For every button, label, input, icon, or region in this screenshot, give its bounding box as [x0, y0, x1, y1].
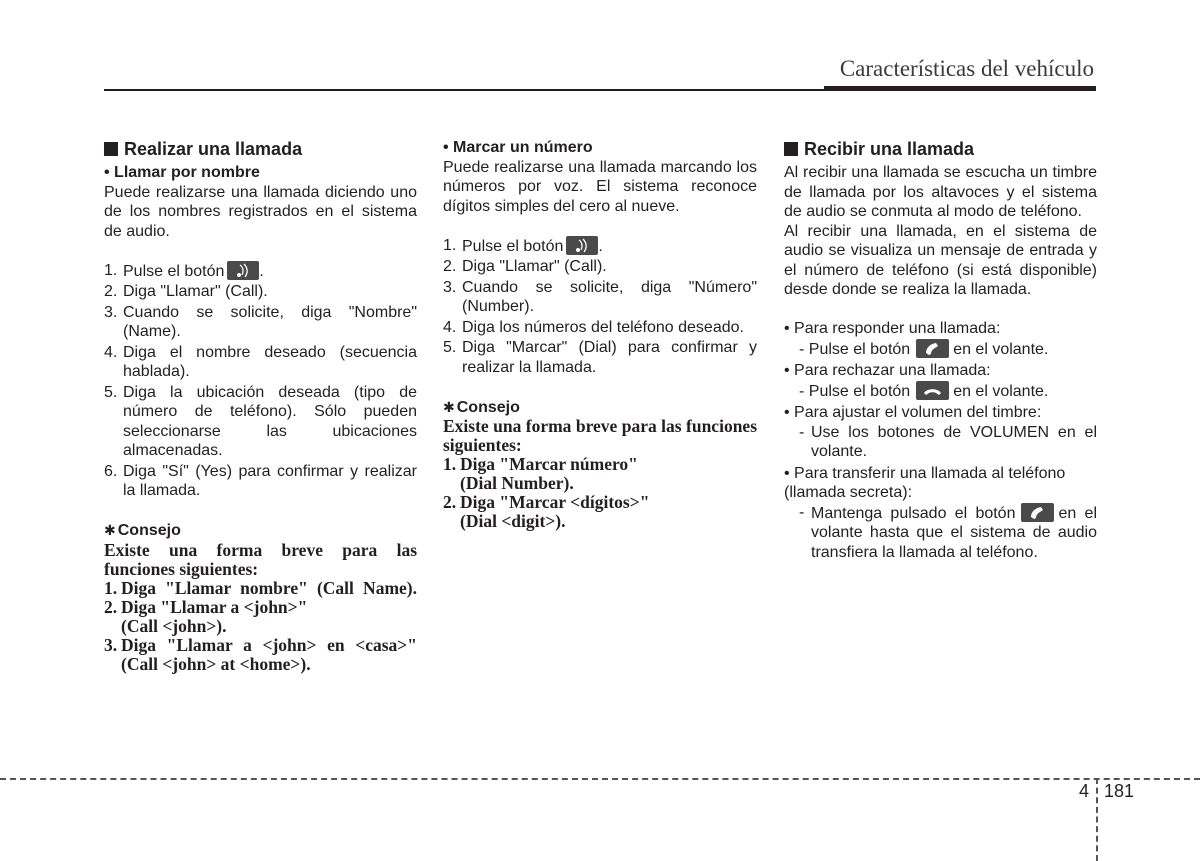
tip-intro: Existe una forma breve para las funciones siguientes:: [104, 539, 417, 579]
header-rule-accent: [824, 86, 1096, 91]
footer-rule: [0, 778, 1200, 780]
step-text: Diga "Llamar" (Call).: [462, 258, 607, 275]
dash-text-end: en el volante.: [953, 340, 1049, 358]
bullet-reject: [784, 361, 1097, 381]
tip-text: Diga "Marcar número": [460, 454, 638, 474]
tip-item: [104, 579, 417, 598]
step-number: 5.: [104, 383, 118, 401]
intro-paragraph: Puede realizarse una llamada marcando los números por voz. El sistema reconoce dígitos simples del cero al nueve.: [443, 158, 757, 215]
tip-body: [443, 417, 757, 531]
step-number: 2.: [104, 283, 118, 300]
steps-list: [443, 236, 757, 378]
dash-text-end: en el volante hasta que el sistema de audio transfiera la llamada al teléfono.: [811, 504, 1097, 561]
tip-number: 1.: [443, 454, 457, 474]
answer-call-icon: [1021, 503, 1054, 522]
step-item: [443, 236, 757, 257]
dash-answer: [784, 339, 1097, 360]
footer-divider: [1096, 778, 1098, 861]
tip-title-text: Consejo: [117, 522, 181, 539]
subtitle-call-by-name: • Llamar por nombre: [104, 164, 260, 181]
square-bullet-icon: [784, 142, 798, 156]
step-number: 2.: [443, 258, 457, 275]
step-number: 3.: [104, 303, 118, 321]
bullet-transfer: [784, 464, 1097, 503]
step-text: Diga "Marcar" (Dial) para confirmar y realizar la llamada.: [462, 339, 757, 376]
bullet-volume: [784, 403, 1097, 423]
tip-item: [443, 493, 757, 512]
step-item: [104, 343, 417, 382]
chapter-number: 4: [1079, 781, 1090, 801]
dash-reject: [784, 381, 1097, 402]
tip-title-text: Consejo: [456, 398, 520, 416]
tip-intro: Existe una forma breve para las funciones siguientes:: [443, 416, 757, 455]
end-call-icon: [916, 381, 949, 400]
intro-paragraph: Puede realizarse una llamada diciendo uno de los nombres registrados en el sistema de audio.: [104, 183, 417, 240]
voice-button-icon: [566, 236, 598, 255]
step-text: Diga "Sí" (Yes) para confirmar y realizar la llamada.: [123, 462, 417, 499]
step-number: 6.: [104, 462, 118, 480]
column-1: [104, 138, 417, 674]
step-number: 3.: [443, 278, 457, 296]
section-title-text: Recibir una llamada: [804, 139, 975, 159]
step-item: [443, 257, 757, 277]
tip-item: [104, 636, 417, 655]
square-bullet-icon: [104, 142, 118, 156]
step-item: [104, 261, 417, 282]
voice-button-icon: [227, 261, 259, 280]
step-item: [104, 282, 417, 302]
tip-text: Diga "Llamar a <john> en <casa>": [121, 634, 417, 655]
step-item: [104, 303, 417, 342]
header-title: Características del vehículo: [839, 56, 1094, 81]
tip-title: [104, 521, 417, 541]
steps-list: [104, 261, 417, 501]
dash-text: Mantenga pulsado el botón: [811, 504, 1016, 522]
tip-body: [104, 541, 417, 674]
step-text-end: .: [598, 237, 603, 255]
tip-text: Diga "Llamar nombre" (Call Name).: [121, 577, 417, 598]
dash-text: - Pulse el botón: [799, 382, 911, 400]
step-item: [104, 462, 417, 501]
asterisk-icon: ✱: [443, 398, 455, 415]
dash-text-end: en el volante.: [953, 382, 1049, 400]
tip-item: [104, 598, 417, 617]
step-text-end: .: [259, 262, 264, 280]
section-title-receive-call: [784, 138, 1097, 160]
step-text: Cuando se solicite, diga "Número" (Number).: [462, 278, 757, 315]
bullet-text: • Para ajustar el volumen del timbre:: [784, 404, 1042, 421]
step-item: [443, 278, 757, 317]
step-text: Diga la ubicación deseada (tipo de número de teléfono). Sólo pueden seleccionarse las ubicaciones almacenadas.: [123, 383, 417, 459]
section-title-text: Realizar una llamada: [124, 139, 303, 159]
step-text: Diga "Llamar" (Call).: [123, 283, 268, 300]
tip-number: 2.: [104, 596, 118, 617]
bullet-text: • Para transferir una llamada al teléfono (llamada secreta):: [784, 464, 1066, 501]
dash-text: - Pulse el botón: [799, 340, 911, 358]
column-3: [784, 138, 1097, 562]
answer-call-icon: [916, 339, 949, 358]
tip-item: [443, 455, 757, 474]
dash-text: Use los botones de VOLUMEN en el volante.: [811, 423, 1097, 460]
tip-text: Diga "Llamar a <john>": [121, 596, 308, 617]
step-item: [443, 318, 757, 338]
page-number: 181: [1104, 781, 1135, 801]
bullet-answer: [784, 319, 1097, 339]
paragraph-ring: Al recibir una llamada se escucha un timbre de llamada por los altavoces y el sistema de audio se conmuta al modo de teléfono.: [784, 164, 1097, 220]
step-item: [443, 338, 757, 377]
step-number: 1.: [443, 236, 457, 254]
step-text: Diga los números del teléfono deseado.: [462, 318, 744, 336]
tip-number: 1.: [104, 577, 118, 598]
subtitle-dial-number: • Marcar un número: [443, 139, 593, 156]
bullet-text: • Para rechazar una llamada:: [784, 362, 991, 379]
tip-title: [443, 398, 757, 418]
tip-number: 3.: [104, 634, 118, 655]
dash-transfer: - Mantenga pulsado el botón en el volante hasta que el sistema de audio transfiera la llamada al teléfono.: [799, 503, 1097, 561]
tip-text-continued: (Dial <digit>).: [460, 511, 566, 531]
tip-text-continued: (Dial Number).: [460, 473, 574, 493]
step-number: 4.: [443, 318, 457, 336]
step-number: 1.: [104, 261, 118, 279]
step-text: Pulse el botón: [462, 237, 564, 255]
step-text: Pulse el botón: [123, 262, 225, 280]
step-number: 4.: [104, 343, 118, 361]
column-2: [443, 138, 757, 531]
tip-number: 2.: [443, 492, 457, 512]
step-item: [104, 383, 417, 461]
paragraph-display: Al recibir una llamada, en el sistema de audio se visualiza un mensaje de entrada y el número de teléfono (si está disponible) desde donde se realiza la llamada.: [784, 222, 1097, 298]
dash-volume: - Use los botones de VOLUMEN en el volante.: [799, 423, 1097, 460]
section-title-make-call: [104, 138, 417, 160]
step-text: Diga el nombre deseado (secuencia hablada).: [123, 343, 417, 380]
step-text: Cuando se solicite, diga "Nombre" (Name).: [123, 303, 417, 340]
tip-text-continued: (Call <john>).: [121, 615, 227, 636]
asterisk-icon: ✱: [104, 522, 116, 538]
step-number: 5.: [443, 339, 457, 356]
bullet-text: • Para responder una llamada:: [784, 320, 1001, 337]
tip-text-continued: (Call <john> at <home>).: [121, 653, 311, 674]
tip-text: Diga "Marcar <dígitos>": [460, 492, 650, 512]
